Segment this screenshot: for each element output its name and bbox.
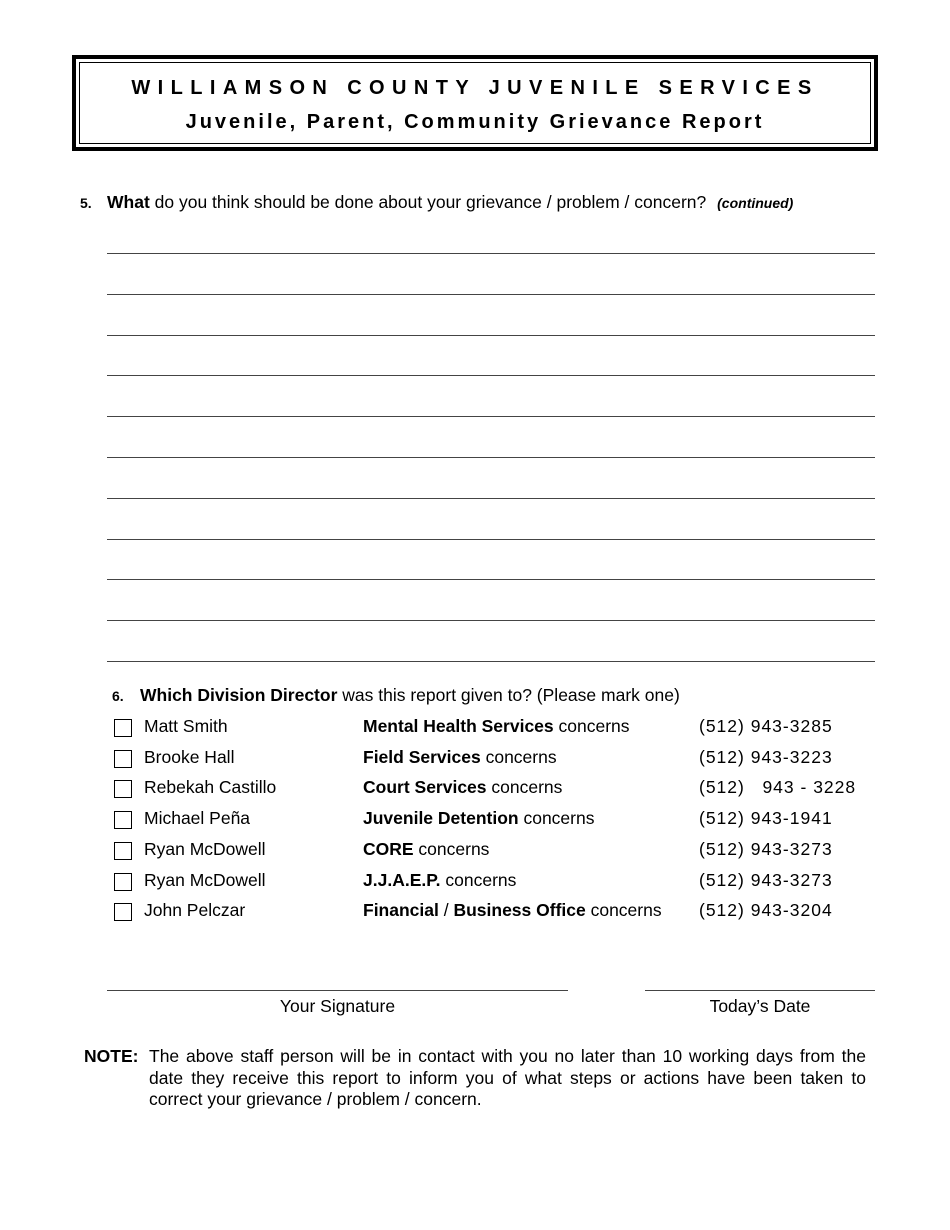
division-text-part: Juvenile Detention bbox=[363, 808, 519, 829]
phone-number: (512) 943-1941 bbox=[699, 808, 833, 829]
answer-line[interactable] bbox=[107, 661, 875, 662]
answer-line[interactable] bbox=[107, 620, 875, 621]
header-box bbox=[72, 55, 878, 151]
question-6-text: was this report given to? (Please mark one) bbox=[342, 685, 680, 705]
director-checkbox[interactable] bbox=[114, 750, 132, 768]
answer-line[interactable] bbox=[107, 498, 875, 499]
division-text-part: Field Services bbox=[363, 746, 481, 767]
phone-number: (512) 943-3223 bbox=[699, 746, 833, 767]
division-text-part: concerns bbox=[585, 900, 662, 921]
note-text: The above staff person will be in contact with you no later than 10 working days from the date they receive this report to inform you of what steps or actions have been taken to correct your grievance / problem / concern. bbox=[149, 1046, 866, 1109]
director-name: Ryan McDowell bbox=[144, 869, 266, 890]
date-label: Today’s Date bbox=[709, 996, 811, 1016]
division-text-part: concerns bbox=[480, 746, 557, 767]
phone-number: (512) 943-3273 bbox=[699, 838, 833, 859]
division-text-part: concerns bbox=[518, 808, 595, 829]
division-text-part: J.J.A.E.P. bbox=[363, 869, 441, 890]
division-name bbox=[363, 870, 516, 891]
question-6-keyword: Which Division Director bbox=[140, 685, 338, 705]
answer-line[interactable] bbox=[107, 539, 875, 540]
director-name: Rebekah Castillo bbox=[144, 777, 277, 798]
division-name bbox=[363, 900, 662, 921]
division-name bbox=[363, 808, 594, 829]
phone-number: (512) 943-3273 bbox=[699, 869, 833, 890]
answer-line[interactable] bbox=[107, 335, 875, 336]
answer-line[interactable] bbox=[107, 294, 875, 295]
answer-line[interactable] bbox=[107, 416, 875, 417]
question-5-number: 5. bbox=[80, 195, 92, 211]
director-checkbox[interactable] bbox=[114, 719, 132, 737]
org-name: WILLIAMSON COUNTY JUVENILE SERVICES bbox=[131, 77, 819, 99]
division-name bbox=[363, 716, 630, 737]
header-inner-border bbox=[79, 62, 871, 144]
division-text-part: Court Services bbox=[363, 777, 487, 798]
director-checkbox[interactable] bbox=[114, 873, 132, 891]
question-5-keyword: What bbox=[107, 192, 150, 212]
division-name bbox=[363, 839, 489, 860]
question-5-text: do you think should be done about your grievance / problem / concern? bbox=[154, 192, 707, 212]
answer-line[interactable] bbox=[107, 457, 875, 458]
director-checkbox[interactable] bbox=[114, 903, 132, 921]
director-name: Michael Peña bbox=[144, 808, 251, 829]
division-text-part: / bbox=[438, 900, 454, 921]
division-text-part: concerns bbox=[440, 869, 517, 890]
division-text-part: concerns bbox=[413, 838, 490, 859]
director-name: Matt Smith bbox=[144, 716, 228, 736]
signature-line[interactable] bbox=[107, 990, 568, 991]
answer-line[interactable] bbox=[107, 375, 875, 376]
note bbox=[84, 1046, 866, 1111]
form-title: Juvenile, Parent, Community Grievance Report bbox=[185, 111, 765, 133]
date-line[interactable] bbox=[645, 990, 875, 991]
division-text-part: Mental Health Services bbox=[363, 716, 554, 736]
division-name bbox=[363, 747, 557, 768]
signature-label: Your Signature bbox=[279, 996, 396, 1016]
director-checkbox[interactable] bbox=[114, 842, 132, 860]
phone-number: (512) 943-3285 bbox=[699, 716, 833, 736]
director-checkbox[interactable] bbox=[114, 811, 132, 829]
phone-number: (512) 943-3204 bbox=[699, 900, 833, 921]
answer-line[interactable] bbox=[107, 253, 875, 254]
question-5 bbox=[80, 192, 793, 213]
director-name: John Pelczar bbox=[144, 900, 246, 921]
division-text-part: Business Office bbox=[453, 900, 586, 921]
division-text-part: concerns bbox=[553, 716, 630, 736]
director-checkbox[interactable] bbox=[114, 780, 132, 798]
division-name bbox=[363, 777, 562, 798]
division-text-part: Financial bbox=[363, 900, 439, 921]
question-6 bbox=[112, 685, 680, 706]
division-text-part: CORE bbox=[363, 838, 414, 859]
director-name: Ryan McDowell bbox=[144, 838, 266, 859]
director-name: Brooke Hall bbox=[144, 746, 235, 767]
division-text-part: concerns bbox=[486, 777, 563, 798]
phone-number: (512) 943 - 3228 bbox=[699, 777, 857, 798]
continued-label: (continued) bbox=[717, 195, 794, 211]
question-6-number: 6. bbox=[112, 688, 124, 704]
answer-line[interactable] bbox=[107, 579, 875, 580]
note-label: NOTE: bbox=[84, 1046, 139, 1066]
